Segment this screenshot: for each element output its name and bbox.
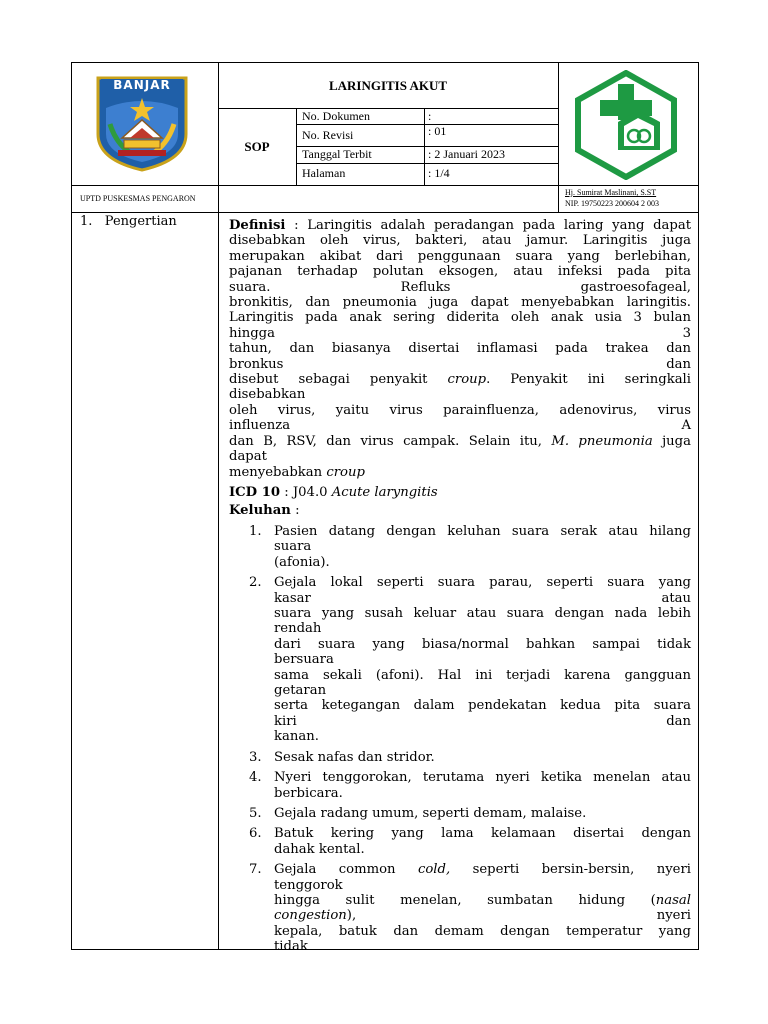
list-item: 5. Gejala radang umum, seperti demam, malaise. bbox=[249, 805, 587, 821]
list-item: 2. Gejala lokal seperti suara parau, seperti suara yang kasar atau suara yang susah keluar atau suara dengan nada lebih rendah dari suara yang biasa/normal bahkan sampai tidak bersuara sama sekali (afoni). Hal ini terjadi karena gangguan getaran serta ketegangan dalam pendekatan kedua pita suara kiri dan kanan. bbox=[249, 575, 691, 745]
keluhan-heading: Keluhan : bbox=[229, 503, 300, 518]
field-label-no-dokumen: No. Dokumen bbox=[302, 109, 370, 123]
grid-line bbox=[558, 62, 559, 212]
unit-name: UPTD PUSKESMAS PENGARON bbox=[80, 194, 196, 203]
keluhan-list bbox=[249, 524, 691, 960]
document-title: LARINGITIS AKUT bbox=[328, 78, 448, 93]
signer-nip: NIP. 19750223 200604 2 003 bbox=[565, 199, 660, 208]
field-value-no-dokumen: : bbox=[428, 109, 432, 123]
crest-banner-text: BANJAR bbox=[113, 78, 171, 92]
field-label-halaman: Halaman bbox=[302, 166, 346, 180]
sop-label: SOP bbox=[244, 139, 270, 154]
grid-line bbox=[296, 124, 558, 125]
list-item: 6. Batuk kering yang lama kelamaan disertai dengan dahak kental. bbox=[249, 826, 691, 857]
section-label: 1. Pengertian bbox=[80, 214, 177, 229]
icd-name: Acute laryngitis bbox=[331, 485, 438, 500]
definition-heading: Definisi bbox=[229, 218, 286, 233]
list-item: 1. Pasien datang dengan keluhan suara serak atau hilang suara (afonia). bbox=[249, 524, 691, 570]
grid-line bbox=[296, 163, 558, 164]
definition-paragraph: Definisi : Laringitis adalah peradangan pada laring yang dapat disebabkan oleh virus, bakteri, atau jamur. Laringitis juga merupakan akibat dari penggunaan suara yang berlebihan, pajanan terhadap polutan eksogen, atau infeksi pada pita suara. Refluks gastroesofageal, bronkitis, dan pneumonia juga dapat menyebabkan laringitis. Laringitis pada anak sering diderita oleh anak usia 3 bulan hingga 3 tahun, dan biasanya disertai inflamasi pada trakea dan bronkus dan disebut sebagai penyakit croup. Penyakit ini seringkali disebabkan oleh virus, yaitu virus parainfluenza, adenovirus, virus influenza A dan B, RSV, dan virus campak. Selain itu, M. pneumonia juga dapat menyebabkan croup bbox=[229, 218, 691, 480]
icd-code: : J04.0 bbox=[280, 485, 332, 500]
grid-line bbox=[71, 212, 699, 213]
grid-line bbox=[218, 212, 219, 950]
field-value-tanggal-terbit: : 2 Januari 2023 bbox=[428, 147, 505, 161]
field-label-tanggal-terbit: Tanggal Terbit bbox=[302, 147, 372, 161]
field-value-halaman: : 1/4 bbox=[428, 166, 450, 180]
list-item: 7. Gejala common cold, seperti bersin-bersin, nyeri tenggorok hingga sulit menelan, sumbatan hidung (nasal congestion), nyeri kepala, batuk dan demam dengan temperatur yang tidak bbox=[249, 862, 691, 955]
banjar-crest-logo bbox=[92, 74, 192, 174]
icd-line bbox=[229, 485, 438, 500]
list-item: 3. Sesak nafas dan stridor. bbox=[249, 749, 435, 765]
field-value-no-revisi: : 01 bbox=[428, 124, 447, 138]
grid-line bbox=[218, 108, 558, 109]
list-item: 4. Nyeri tenggorokan, terutama nyeri ketika menelan atau berbicara. bbox=[249, 770, 691, 801]
puskesmas-logo bbox=[574, 70, 678, 180]
field-label-no-revisi: No. Revisi bbox=[302, 128, 354, 142]
grid-line bbox=[71, 185, 699, 186]
icd-heading: ICD 10 bbox=[229, 485, 281, 500]
signer-name: Hj. Sumirat Maslinani, S.ST bbox=[565, 188, 657, 197]
